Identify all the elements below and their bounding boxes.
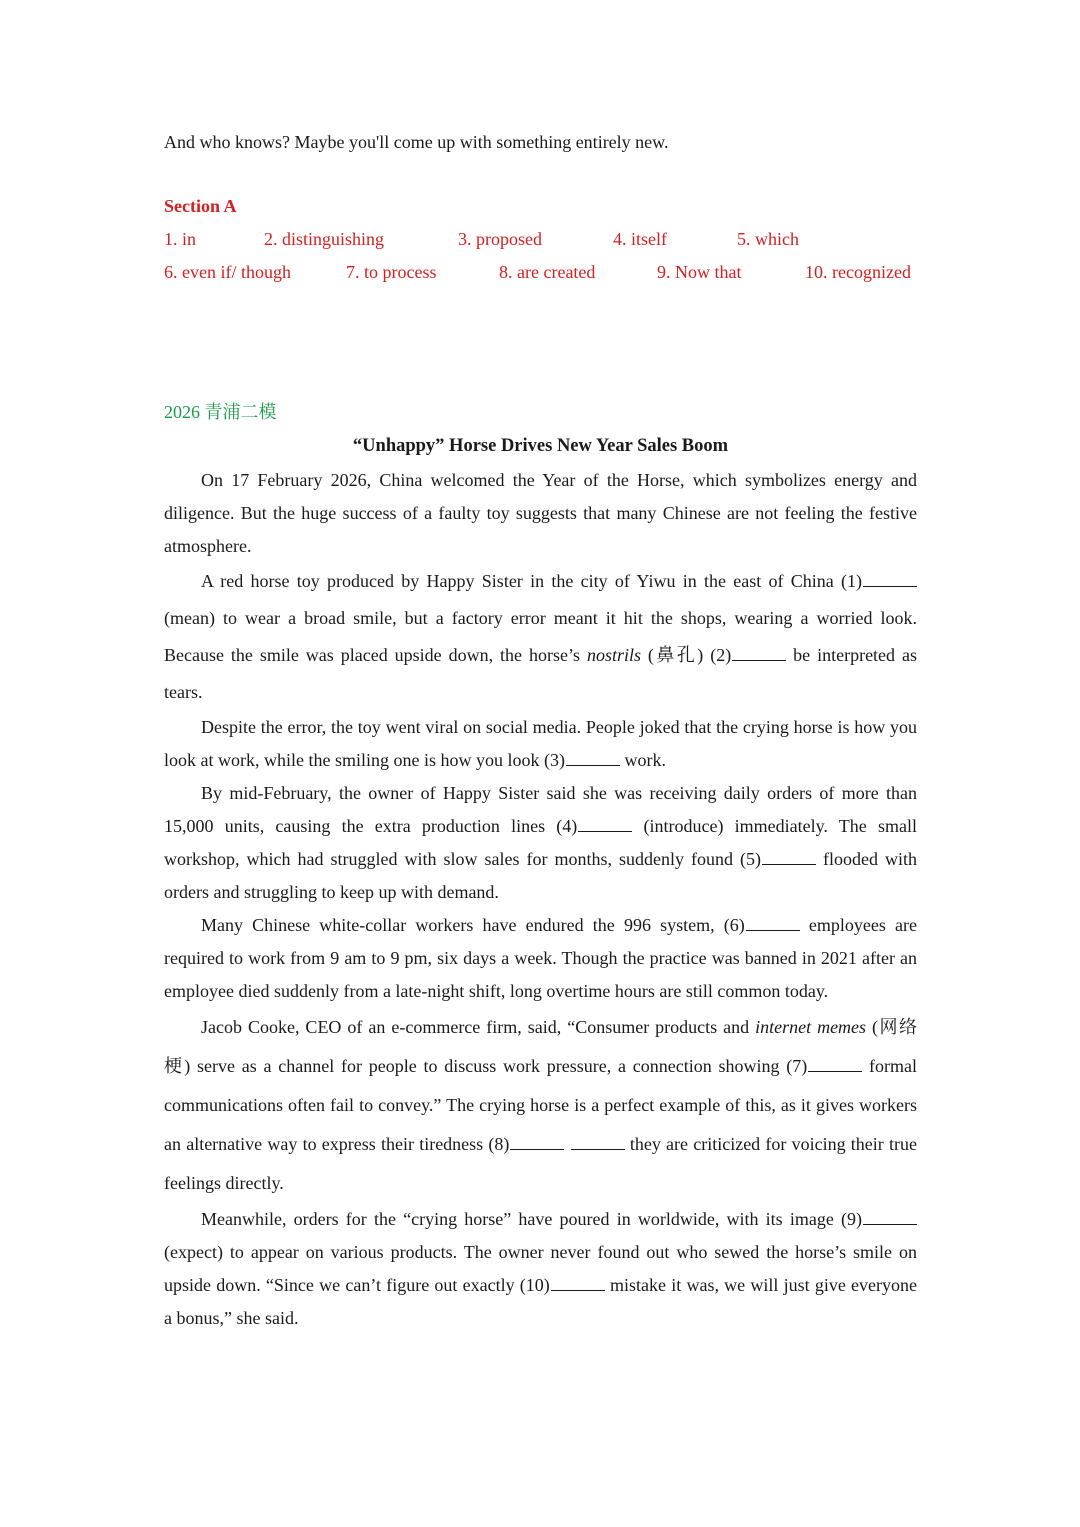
blank-1 <box>863 570 917 587</box>
paragraph-1-text: On 17 February 2026, China welcomed the Year of the Horse, which symbolizes energy and diligence. But the huge success of a faulty toy suggests that many Chinese are not feeling the festive atmosphere. <box>164 470 917 556</box>
answer-7: 7. to process <box>346 262 437 282</box>
p5-text-a: Many Chinese white-collar workers have endured the 996 system, (6) <box>201 915 745 935</box>
answer-9: 9. Now that <box>657 262 742 282</box>
blank-6 <box>746 914 800 931</box>
answer-8: 8. are created <box>499 262 596 282</box>
paragraph-6 <box>164 1008 917 1203</box>
p3-text-b: work. <box>619 750 666 770</box>
paragraph-7 <box>164 1203 917 1335</box>
paragraph-5 <box>164 909 917 1008</box>
blank-7 <box>808 1055 862 1072</box>
p5-text-b: employees are required to work from 9 am to 9 pm, six days a week. Though the practice was banned in 2021 after an employee died suddenly from a late-night shift, long overtime hours are still common today. <box>164 915 918 1001</box>
p2-text-d: be interpreted as tears. <box>164 645 917 702</box>
p4-text-a: By mid-February, the owner of Happy Sister said she was receiving daily orders of more than 15,000 units, causing the extra production lines (4) <box>164 783 917 836</box>
p6-text-c: formal communications often fail to convey.” The crying horse is a perfect example of this, as it gives workers an alternative way to express their tiredness (8) <box>164 1056 917 1154</box>
blank-8b <box>571 1133 625 1150</box>
p3-text-a: Despite the error, the toy went viral on social media. People joked that the crying horse is how you look at work, while the smiling one is how you look (3) <box>164 717 917 770</box>
p2-text-a: A red horse toy produced by Happy Sister in the city of Yiwu in the east of China (1) <box>201 571 862 591</box>
paragraph-2 <box>164 563 917 711</box>
section-a-title: Section A <box>164 196 237 216</box>
answer-1: 1. in <box>164 229 197 249</box>
p2-text-b: (mean) to wear a broad smile, but a factory error meant it hit the shops, wearing a worried look. Because the smile was placed upside down, the horse’s <box>164 608 917 665</box>
p6-text-d: they are criticized for voicing their true feelings directly. <box>164 1134 917 1193</box>
p4-text-c: flooded with orders and struggling to keep up with demand. <box>164 849 917 902</box>
intro-line: And who knows? Maybe you'll come up with something entirely new. <box>164 132 669 152</box>
answer-row-2 <box>164 262 917 286</box>
answer-3: 3. proposed <box>458 229 542 249</box>
paragraph-4 <box>164 777 917 909</box>
blank-5 <box>762 848 816 865</box>
answer-4: 4. itself <box>613 229 667 249</box>
p6-italic-memes: internet memes <box>755 1017 867 1037</box>
blank-10 <box>551 1274 605 1291</box>
p6-text-b: (网络梗) serve as a channel for people to discuss work pressure, a connection showing (7) <box>164 1017 917 1076</box>
answer-row-1 <box>164 229 917 253</box>
paragraph-3 <box>164 711 917 777</box>
p2-text-c: (鼻孔) (2) <box>640 645 732 665</box>
answer-10: 10. recognized <box>805 262 911 282</box>
blank-3 <box>566 749 620 766</box>
answer-5: 5. which <box>737 229 799 249</box>
p7-text-a: Meanwhile, orders for the “crying horse” have poured in worldwide, with its image (9) <box>201 1209 862 1229</box>
p6-text-a: Jacob Cooke, CEO of an e-commerce firm, said, “Consumer products and <box>201 1017 756 1037</box>
article-body <box>164 464 917 1335</box>
p7-text-b: (expect) to appear on various products. The owner never found out who sewed the horse’s smile on upside down. “Since we can’t figure out exactly (10) <box>164 1242 917 1295</box>
blank-8a <box>510 1133 564 1150</box>
p7-text-c: mistake it was, we will just give everyone a bonus,” she said. <box>164 1275 917 1328</box>
p4-text-b: (introduce) immediately. The small workshop, which had struggled with slow sales for months, suddenly found (5) <box>164 816 917 869</box>
paragraph-1 <box>164 464 917 563</box>
article-title: “Unhappy” Horse Drives New Year Sales Boom <box>352 436 729 456</box>
p2-italic-nostrils: nostrils <box>586 645 641 665</box>
blank-2 <box>732 644 786 661</box>
answer-2: 2. distinguishing <box>264 229 385 249</box>
blank-9 <box>863 1208 917 1225</box>
exam-label: 2026 青浦二模 <box>164 402 277 422</box>
blank-4 <box>578 815 632 832</box>
answer-6: 6. even if/ though <box>164 262 291 282</box>
